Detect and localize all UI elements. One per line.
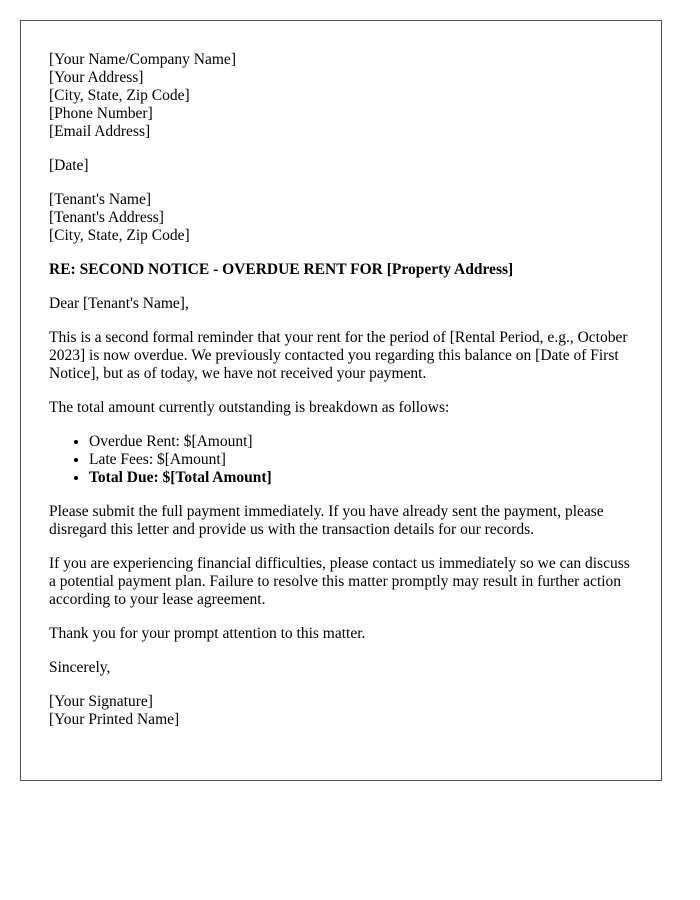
sender-name: [Your Name/Company Name] [49, 51, 236, 68]
sender-city-state-zip: [City, State, Zip Code] [49, 87, 190, 104]
list-item-overdue-rent: • Overdue Rent: $[Amount] [89, 433, 633, 451]
sender-phone: [Phone Number] [49, 105, 153, 122]
intro-paragraph: This is a second formal reminder that your rent for the period of [Rental Period, e.g., October 2023] is now overdue. We previously contacted you regarding this balance on [Date of First Notice], but as of today, we have not received your payment. [49, 329, 628, 382]
printed-name-line: [Your Printed Name] [49, 711, 180, 728]
recipient-address: [Tenant's Address] [49, 209, 164, 226]
subject-line: RE: SECOND NOTICE - OVERDUE RENT FOR [Property Address] [49, 261, 514, 278]
signature-line: [Your Signature] [49, 693, 153, 710]
payment-request-paragraph: Please submit the full payment immediately. If you have already sent the payment, please disregard this letter and provide us with the transaction details for our records. [49, 503, 604, 538]
list-item-late-fees: • Late Fees: $[Amount] [89, 451, 633, 469]
letter-date: [Date] [49, 157, 89, 174]
list-item-total-due: • Total Due: $[Total Amount] [89, 469, 633, 487]
recipient-name: [Tenant's Name] [49, 191, 151, 208]
letter-page [20, 20, 662, 781]
breakdown-intro-paragraph: The total amount currently outstanding is breakdown as follows: [49, 399, 450, 416]
signature-block [49, 693, 633, 729]
sender-address: [Your Address] [49, 69, 144, 86]
recipient-city-state-zip: [City, State, Zip Code] [49, 227, 190, 244]
thanks-paragraph: Thank you for your prompt attention to this matter. [49, 625, 366, 642]
date-block [49, 157, 633, 175]
salutation: Dear [Tenant's Name], [49, 295, 189, 312]
difficulties-paragraph: If you are experiencing financial difficulties, please contact us immediately so we can discuss a potential payment plan. Failure to resolve this matter promptly may result in further action according to your lease agreement. [49, 555, 630, 608]
breakdown-list [49, 433, 633, 487]
sender-email: [Email Address] [49, 123, 151, 140]
valediction: Sincerely, [49, 659, 111, 676]
recipient-block [49, 191, 633, 245]
sender-block [49, 51, 633, 141]
